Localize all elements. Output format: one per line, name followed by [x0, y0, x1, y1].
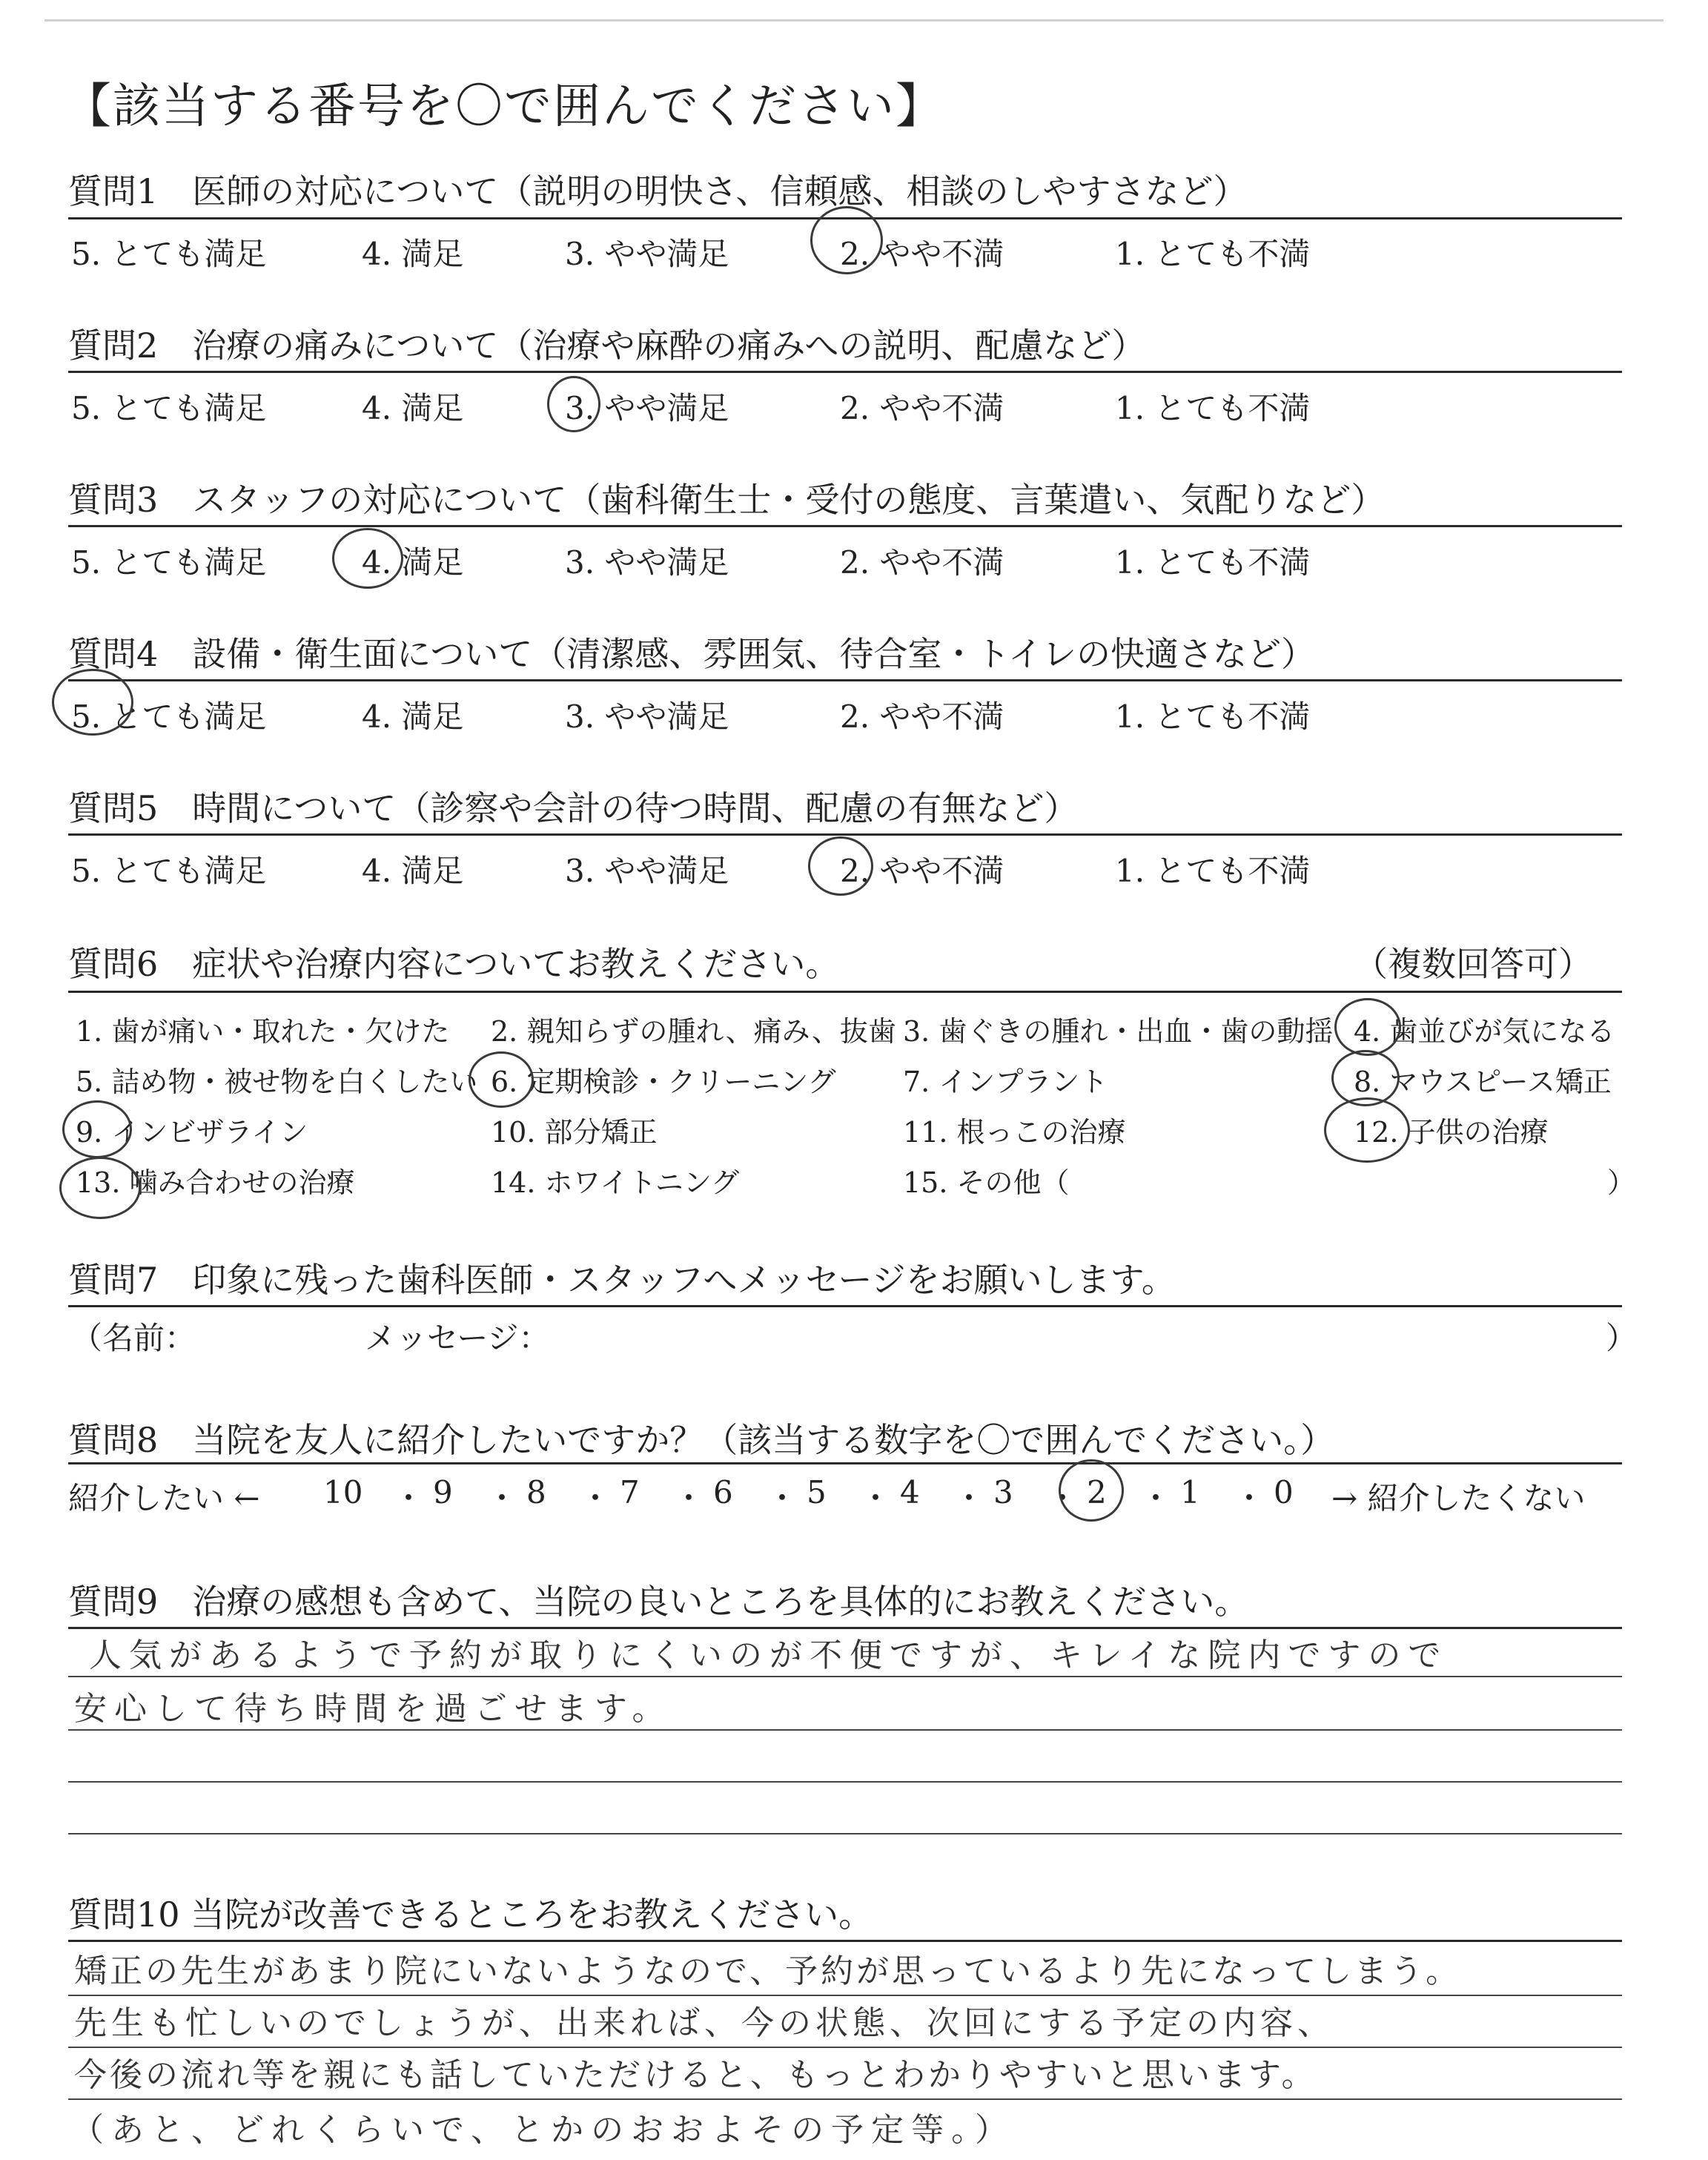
q5-selection-circle	[808, 836, 873, 896]
q6-option-15[interactable]: 15. その他（	[903, 1166, 1070, 1199]
q2-option-3[interactable]: 3. やや満足	[565, 390, 729, 426]
q9-answer-rule	[68, 1676, 1622, 1677]
question-10-title: 質問10 当院が改善できるところをお教えください。	[68, 1895, 873, 1935]
q7-name-label: （名前：	[71, 1320, 196, 1356]
q10-answer-line-4: （あと、どれくらいで、とかのおおよその予定等。）	[71, 2111, 1016, 2149]
q5-option-1[interactable]: 1. とても不満	[1115, 853, 1311, 889]
q8-left-label: 紹介したい ←	[68, 1480, 260, 1516]
q9-answer-rule	[68, 1781, 1622, 1783]
page-title: 【該当する番号を〇で囲んでください】	[64, 79, 944, 134]
q5-option-4[interactable]: 4. 満足	[362, 853, 464, 889]
q6-option-9[interactable]: 9. インビザライン	[76, 1116, 308, 1149]
q8-scale-4[interactable]: 4	[900, 1474, 920, 1510]
q8-scale-3[interactable]: 3	[993, 1474, 1013, 1510]
q4-option-5[interactable]: 5. とても満足	[71, 698, 267, 735]
question-4-rule	[68, 679, 1622, 681]
q8-scale-9[interactable]: 9	[433, 1474, 453, 1510]
q5-option-2[interactable]: 2. やや不満	[840, 853, 1004, 889]
q6-selection-circle-13	[59, 1157, 141, 1219]
q8-scale-10[interactable]: 10	[323, 1474, 363, 1510]
q3-option-2[interactable]: 2. やや不満	[840, 544, 1004, 581]
q8-scale-1[interactable]: 1	[1180, 1474, 1200, 1510]
q8-scale-2[interactable]: 2	[1087, 1474, 1107, 1510]
q8-dot: ・	[486, 1480, 518, 1516]
q6-option-13[interactable]: 13. 噛み合わせの治療	[76, 1166, 355, 1199]
q6-option-1[interactable]: 1. 歯が痛い・取れた・欠けた	[76, 1015, 450, 1048]
q4-selection-circle	[52, 669, 133, 736]
q9-answer-line-1: 人気があるようで予約が取りにくいのが不便ですが、キレイな院内ですので	[89, 1636, 1449, 1674]
q8-dot: ・	[580, 1480, 612, 1516]
question-6-title: 質問6 症状や治療内容についてお教えください。	[68, 944, 840, 984]
q3-option-1[interactable]: 1. とても不満	[1115, 544, 1311, 581]
q7-close-paren: ）	[1606, 1320, 1638, 1356]
q2-option-4[interactable]: 4. 満足	[362, 390, 464, 426]
q8-dot: ・	[860, 1480, 892, 1516]
q8-selection-circle	[1059, 1459, 1124, 1522]
q8-dot: ・	[1047, 1480, 1079, 1516]
q6-option-2[interactable]: 2. 親知らずの腫れ、痛み、抜歯	[491, 1015, 896, 1048]
q2-selection-circle	[547, 376, 600, 432]
q8-scale-7[interactable]: 7	[620, 1474, 640, 1510]
q1-option-5[interactable]: 5. とても満足	[71, 236, 267, 272]
question-5-title: 質問5 時間について（診察や会計の待つ時間、配慮の有無など）	[68, 788, 1079, 828]
q10-answer-rule	[68, 2098, 1622, 2100]
q7-message-label: メッセージ：	[365, 1320, 550, 1356]
q10-answer-line-3: 今後の流れ等を親にも話していただけると、もっとわかりやすいと思います。	[74, 2056, 1317, 2094]
q1-option-3[interactable]: 3. やや満足	[565, 236, 729, 272]
q5-option-5[interactable]: 5. とても満足	[71, 853, 267, 889]
q8-scale-8[interactable]: 8	[526, 1474, 546, 1510]
q8-dot: ・	[393, 1480, 425, 1516]
q3-option-5[interactable]: 5. とても満足	[71, 544, 267, 581]
q3-option-3[interactable]: 3. やや満足	[565, 544, 729, 581]
q6-option-11[interactable]: 11. 根っこの治療	[903, 1116, 1126, 1149]
question-7-title: 質問7 印象に残った歯科医師・スタッフへメッセージをお願いします。	[68, 1260, 1176, 1300]
top-scan-edge	[44, 19, 1664, 22]
q1-option-4[interactable]: 4. 満足	[362, 236, 464, 272]
question-4-title: 質問4 設備・衛生面について（清潔感、雰囲気、待合室・トイレの快適さなど）	[68, 634, 1316, 674]
q10-answer-line-1: 矯正の先生があまり院にいないようなので、予約が思っているより先になってしまう。	[74, 1952, 1462, 1990]
q8-dot: ・	[767, 1480, 798, 1516]
q9-answer-rule	[68, 1729, 1622, 1731]
q6-option-5[interactable]: 5. 詰め物・被せ物を白くしたい	[76, 1066, 478, 1098]
q6-option-14[interactable]: 14. ホワイトニング	[491, 1166, 740, 1199]
q6-option-6[interactable]: 6. 定期検診・クリーニング	[491, 1066, 836, 1098]
question-9-title: 質問9 治療の感想も含めて、当院の良いところを具体的にお教えください。	[68, 1582, 1249, 1622]
question-10-rule	[68, 1940, 1622, 1942]
question-8-title: 質問8 当院を友人に紹介したいですか？（該当する数字を〇で囲んでください。）	[68, 1420, 1335, 1460]
q5-option-3[interactable]: 3. やや満足	[565, 853, 729, 889]
q6-option-12[interactable]: 12. 子供の治療	[1354, 1116, 1549, 1149]
q4-option-4[interactable]: 4. 満足	[362, 698, 464, 735]
q9-answer-line-2: 安心して待ち時間を過ごせます。	[74, 1690, 672, 1728]
q8-dot: ・	[1234, 1480, 1265, 1516]
q8-scale-0[interactable]: 0	[1274, 1474, 1294, 1510]
question-6-rule	[68, 991, 1622, 993]
q6-option-3[interactable]: 3. 歯ぐきの腫れ・出血・歯の動揺	[903, 1015, 1334, 1048]
q2-option-5[interactable]: 5. とても満足	[71, 390, 267, 426]
question-3-rule	[68, 525, 1622, 527]
question-6-note: （複数回答可）	[1354, 944, 1592, 984]
q10-answer-line-2: 先生も忙しいのでしょうが、出来れば、今の状態、次回にする予定の内容、	[74, 2004, 1334, 2042]
q3-selection-circle	[332, 528, 403, 589]
q6-option-7[interactable]: 7. インプラント	[903, 1066, 1108, 1098]
question-5-rule	[68, 833, 1622, 836]
q2-option-1[interactable]: 1. とても不満	[1115, 390, 1311, 426]
q1-option-2[interactable]: 2. やや不満	[840, 236, 1004, 272]
q1-option-1[interactable]: 1. とても不満	[1115, 236, 1311, 272]
q4-option-2[interactable]: 2. やや不満	[840, 698, 1004, 735]
question-3-title: 質問3 スタッフの対応について（歯科衛生士・受付の態度、言葉遣い、気配りなど）	[68, 480, 1386, 520]
q8-scale-6[interactable]: 6	[713, 1474, 733, 1510]
question-2-rule	[68, 371, 1622, 373]
q6-option-10[interactable]: 10. 部分矯正	[491, 1116, 658, 1149]
q1-selection-circle	[810, 206, 883, 274]
q6-selection-circle-9	[62, 1100, 132, 1158]
q6-selection-circle-12	[1324, 1097, 1410, 1163]
q6-other-close-paren: ）	[1607, 1166, 1636, 1199]
q4-option-3[interactable]: 3. やや満足	[565, 698, 729, 735]
q8-dot: ・	[953, 1480, 985, 1516]
q2-option-2[interactable]: 2. やや不満	[840, 390, 1004, 426]
q4-option-1[interactable]: 1. とても不満	[1115, 698, 1311, 735]
q8-right-label: → 紹介したくない	[1331, 1480, 1586, 1516]
q6-selection-circle-6	[469, 1051, 534, 1108]
question-2-title: 質問2 治療の痛みについて（治療や麻酔の痛みへの説明、配慮など）	[68, 326, 1146, 366]
q6-option-4[interactable]: 4. 歯並びが気になる	[1354, 1015, 1615, 1048]
q9-answer-rule	[68, 1833, 1622, 1834]
q8-dot: ・	[673, 1480, 705, 1516]
q6-option-8[interactable]: 8. マウスピース矯正	[1354, 1066, 1612, 1098]
q8-dot: ・	[1140, 1480, 1172, 1516]
question-1-title: 質問1 医師の対応について（説明の明快さ、信頼感、相談のしやすさなど）	[68, 171, 1248, 211]
q6-selection-circle-4	[1334, 998, 1401, 1056]
question-7-rule	[68, 1305, 1622, 1307]
q8-scale-5[interactable]: 5	[807, 1474, 827, 1510]
q3-option-4[interactable]: 4. 満足	[362, 544, 464, 581]
question-8-rule	[68, 1462, 1622, 1464]
